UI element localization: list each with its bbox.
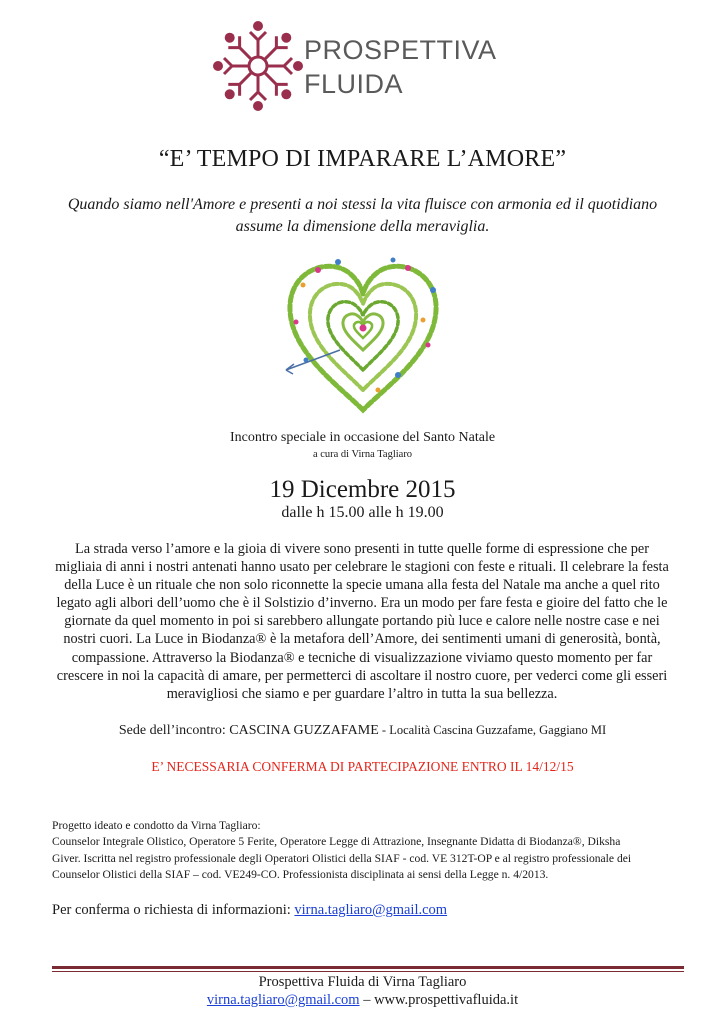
footer-contact-line xyxy=(0,992,725,1009)
venue-place: - Località Cascina Guzzafame, Gaggiano MI xyxy=(378,723,607,737)
event-date: 19 Dicembre 2015 xyxy=(269,476,456,503)
footer-divider xyxy=(52,966,684,969)
description-line: della Luce è un rituale che non solo riconnette la specie umana alla festa del Natale ma anche a quel rito xyxy=(64,577,660,594)
event-occasion: Incontro speciale in occasione del Santo Natale xyxy=(229,430,496,445)
footer-website[interactable]: www.prospettivafluida.it xyxy=(374,992,519,1008)
subtitle-line-2: assume la dimensione della meraviglia. xyxy=(235,218,490,235)
credits-line: Counselor Olistici della SIAF – cod. VE249-CO. Professionista disciplinata ai sensi della Legge n. 4/2013. xyxy=(52,867,549,881)
footer-email-link[interactable]: virna.tagliaro@gmail.com xyxy=(206,992,360,1008)
description-line: meravigliosi che siamo e per guardare l’altro in tutta la sua bellezza. xyxy=(166,685,558,702)
credits-intro: Progetto ideato e condotto da xyxy=(52,819,191,832)
description-line: giornate da quel momento in poi si sarebbero allungate portando più luce e calore nelle nostre case e nei xyxy=(64,613,660,630)
credits-author: Virna Tagliaro xyxy=(190,819,258,832)
header-logo xyxy=(212,20,497,115)
mandala-logo-icon xyxy=(212,20,304,112)
event-subtitle xyxy=(40,194,685,238)
event-curator: a cura di Virna Tagliaro xyxy=(312,449,413,460)
contact-email-link[interactable]: virna.tagliaro@gmail.com xyxy=(294,902,448,918)
contact-line xyxy=(52,902,447,919)
credits-block xyxy=(52,818,682,883)
floral-heart-icon xyxy=(278,250,448,415)
credits-intro-line xyxy=(52,818,682,834)
credits-colon: : xyxy=(257,819,261,832)
description-line: legato agli albori dell’uomo che è il Solstizio d’inverno. Era un modo per fare festa e gioire del fatto che le xyxy=(56,595,668,612)
subtitle-line-1: Quando siamo nell'Amore e presenti a noi stessi la vita fluisce con armonia ed il quotidiano xyxy=(67,196,658,213)
venue-name: CASCINA GUZZAFAME xyxy=(229,723,379,738)
footer-by: di Virna Tagliaro xyxy=(364,974,467,990)
description-line: migliaia di anni i nostri antenati hanno usato per celebrare le stagioni con feste e rituali. Il celebrare la festa xyxy=(55,559,669,576)
footer-brand-line xyxy=(0,974,725,991)
brand-name xyxy=(304,33,497,101)
description-line: compassione. Attraverso la Biodanza® e tecniche di visualizzazione viviamo questo momento per far xyxy=(71,649,653,666)
footer-separator: – xyxy=(359,992,375,1008)
venue-info xyxy=(0,723,725,739)
event-description xyxy=(52,540,672,703)
event-time: dalle h 15.00 alle h 19.00 xyxy=(281,504,444,521)
description-line: crescere in noi la capacità di amare, per permetterci di ascoltare il nostro cuore, per vederci come gli esseri xyxy=(56,667,668,684)
confirmation-notice: E’ NECESSARIA CONFERMA DI PARTECIPAZIONE ENTRO IL 14/12/15 xyxy=(151,759,574,774)
credits-line: Counselor Integrale Olistico, Operatore 5 Ferite, Operatore Legge di Attrazione, Insegnante Didatta di Biodanza®, Diksha xyxy=(52,835,621,849)
description-line: nostri cuori. La Luce in Biodanza® è la metafora dell’Amore, dei sentimenti umani di generosità, bontà, xyxy=(63,631,661,648)
event-title: “E’ TEMPO DI IMPARARE L’AMORE” xyxy=(158,146,567,172)
brand-line-1: PROSPETTIVA xyxy=(304,35,497,65)
contact-label: Per conferma o richiesta di informazioni: xyxy=(52,902,295,918)
venue-label: Sede dell’incontro: xyxy=(118,723,230,738)
credits-line: Giver. Iscritta nel registro professionale degli Operatori Olistici della SIAF - cod. VE 312T-OP e al registro professionale dei xyxy=(52,851,632,865)
floral-heart-illustration xyxy=(278,250,448,415)
footer-divider-thin xyxy=(52,971,684,972)
description-line: La strada verso l’amore e la gioia di vivere sono presenti in tutte quelle forme di espressione che per xyxy=(74,541,650,557)
footer-brand: Prospettiva Fluida xyxy=(258,974,365,990)
brand-line-2: FLUIDA xyxy=(304,69,404,99)
